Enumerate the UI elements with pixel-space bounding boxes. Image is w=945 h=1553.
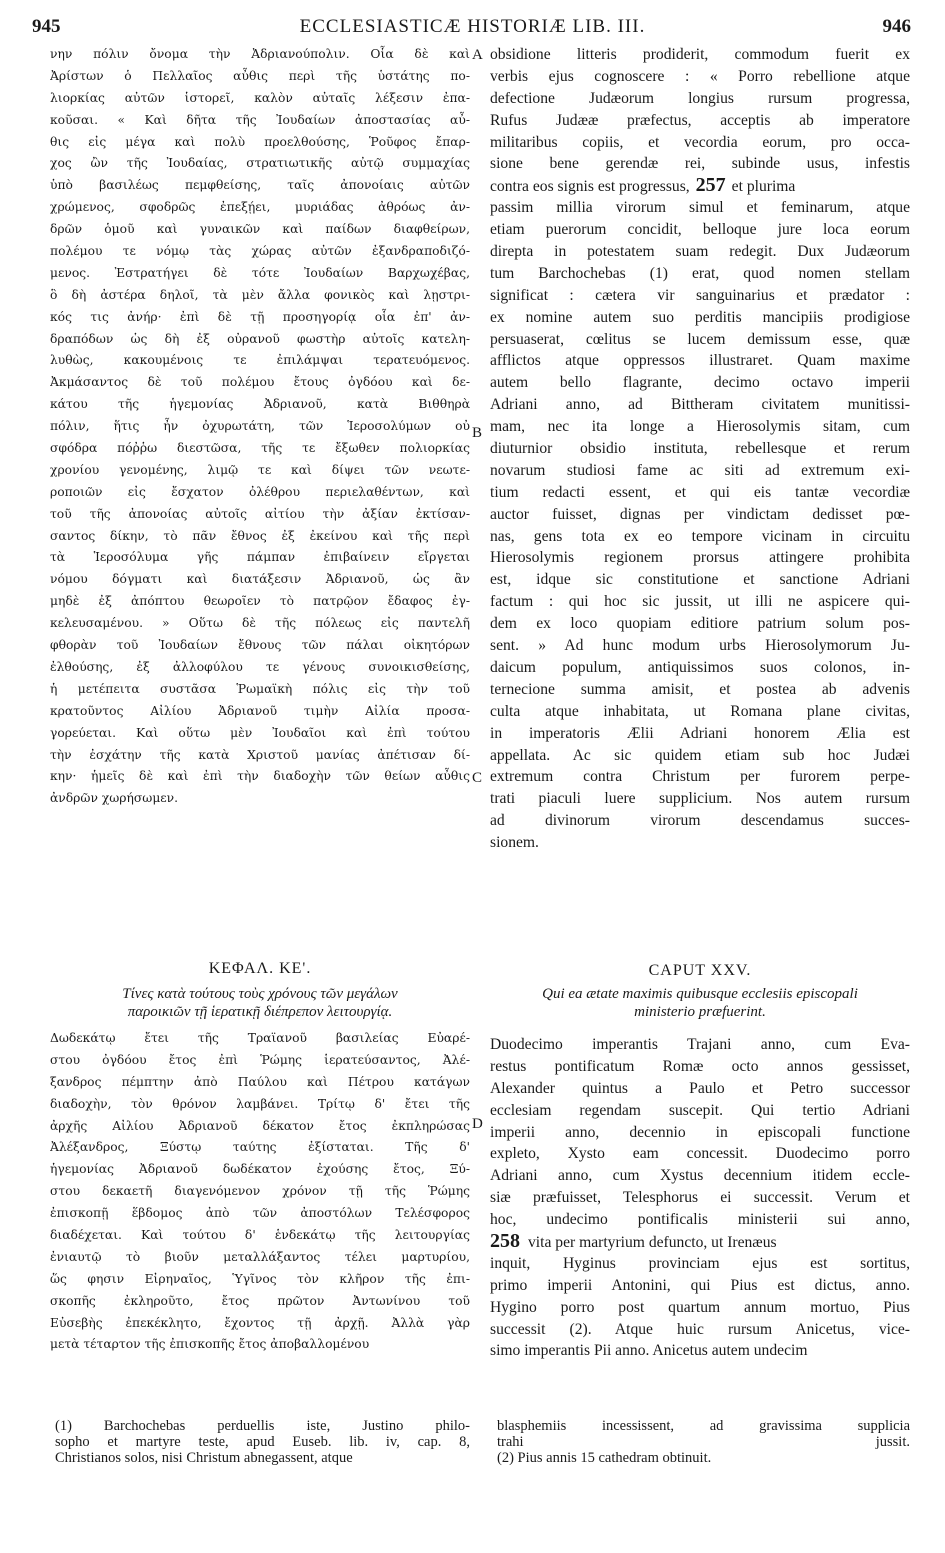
latin-line: expleto, Xysto eam concessit. Duodecimo porro [490, 1145, 910, 1163]
greek-line: στου δεκαετῆ διαγενόμενον χρόνον τῇ τῆς Ῥώμης [50, 1184, 470, 1199]
latin-line-text: et plurima [731, 178, 796, 196]
latin-line: successit (2). Atque huic rursum Anicetus, vice- [490, 1320, 910, 1338]
latin-line: trati piaculi luere supplicium. Nos autem rursum [490, 790, 910, 808]
latin-line: culta atque inhabitata, ut Romana plane civitas, [490, 702, 910, 720]
latin-chapter-subtitle-2: ministerio præfuerint. [634, 1004, 766, 1020]
latin-column-footnotes [497, 1418, 910, 1466]
latin-line: hoc, undecimo pontificalis ministerii sui anno, [490, 1211, 910, 1229]
greek-line: κελευσαμένου. » Οὕτω δὲ τῆς πόλεως εἰς παντελῆ [50, 616, 470, 631]
latin-line: Alexander quintus a Paulo et Petro successor [490, 1079, 910, 1097]
greek-line: νόμου δόγματι καὶ διατάξεσιν Ἀδριανοῦ, ὡς ἂν [50, 572, 470, 587]
latin-chapter-text [490, 1034, 910, 1362]
greek-line: Δωδεκάτῳ ἔτει τῆς Τραϊανοῦ βασιλείας Εὐαρέ- [50, 1031, 470, 1045]
latin-line: daicum populum, antiquissimos suos colonos, in- [490, 658, 910, 676]
greek-line: ἐλθούσης, ἐξ ἀλλοφύλου τε γένους συνοικισθείσης, [50, 659, 470, 674]
greek-line: στου ὀγδόου ἔτος ἐπὶ Ῥώμης ἱερατεύσαντος, Ἀλέ- [50, 1052, 470, 1067]
latin-line: inquit, Hyginus provinciam ejus est sortitus, [490, 1254, 910, 1272]
greek-text-column [50, 44, 470, 810]
greek-chapter-subtitle-1: Τίνες κατὰ τούτους τοὺς χρόνους τῶν μεγάλων [122, 986, 398, 1002]
latin-line: Adriani anno, ad Bittheram civitatem munitissi- [490, 396, 910, 414]
greek-line: ἐνιαυτῷ τὸ βιοῦν μεταλλάξαντος τέλει μαρτυρίου, [50, 1249, 470, 1264]
greek-line: μετὰ τέταρτον τῆς ἐπισκοπῆς ἔτος ἀποβαλλομένου [50, 1337, 370, 1352]
greek-line: κρατοῦντος Αἰλίου Ἀδριανοῦ τιμὴν Αἰλία προσα- [50, 703, 470, 718]
greek-line: μενος. Ἐστρατήγει δὲ τότε Ἰουδαίων Βαρχωχέβας, [50, 265, 470, 280]
greek-line: τοῦ τῆς ἀπονοίας αὐτοῖς αἰτίου τὴν ἀξίαν ἐκτίσαν- [50, 506, 470, 521]
footnote-line: Christianos solos, nisi Christum abnegassent, atque [55, 1450, 353, 1466]
greek-line: μηδὲ ἐξ ἀπόπτου θεωροῖεν τὸ πατρῷον ἔδαφος ἐγ- [50, 594, 470, 609]
section-marker-b: B [472, 425, 483, 441]
latin-line: obsidione litteris prodiderit, commodum fuerit ex [490, 46, 910, 63]
greek-line: ὑπὸ βασιλέως πεμφθείσης, ταῖς ἀπονοίαις αὐτῶν [50, 178, 470, 193]
greek-line: θις εἰς μέγα καὶ πολὺ προελθούσης, Ῥοῦφος ἔπαρ- [50, 134, 470, 149]
latin-line: persuaserat, cœlitus se lucem demissum esse, quæ [490, 330, 910, 348]
footnote-line: (1) Barchochebas perduellis iste, Justino philo- [55, 1418, 470, 1434]
latin-line: primo imperii Antonini, qui Pius est dictus, anno. [490, 1276, 910, 1294]
left-page-number: 945 [32, 16, 61, 37]
latin-line: factum : qui hoc sic jussit, ut illi ne aspicere qui- [490, 593, 910, 611]
greek-line: Ἀρίστων ὁ Πελλαῖος αὖθις περὶ τῆς ὑστάτης πο- [50, 68, 470, 83]
greek-line: δρῶν ὁμοῦ καὶ γυναικῶν καὶ παίδων διαφθείρων, [50, 222, 470, 237]
greek-line: χος ὢν τῆς Ἰουδαίας, στρατιωτικῆς αὐτῷ συμμαχίας [50, 156, 470, 171]
latin-line: auctor fuisset, dignas per vindictam dedisset pœ- [490, 505, 910, 523]
latin-line [490, 175, 910, 197]
latin-line: appellata. Ac sic quidem etiam sub hoc Judæi [490, 746, 910, 764]
latin-line [490, 1231, 910, 1253]
greek-line: λιορκίας αὐτῶν ἱστορεῖ, καλὸν αὐταῖς λέξεσιν ἐπα- [50, 90, 470, 105]
greek-line: πόλιν, ἥτις ἦν ὀχυρωτάτη, τῶν Ἱεροσολύμων οὐ [50, 419, 470, 434]
latin-line: sionem. [490, 834, 539, 852]
greek-line: ἀρχῆς Αἰλίου Ἀδριανοῦ δέκατον ἔτος ἐκπληρώσας [50, 1118, 470, 1133]
greek-line: δραπόδων ὡς δὴ ἐξ οὐρανοῦ φωστὴρ αὐτοῖς κατελη- [50, 331, 470, 346]
greek-line: ὃ δὴ ἀστέρα δηλοῖ, τὰ μὲν ἄλλα φονικὸς καὶ λῃστρι- [50, 287, 470, 302]
greek-line: σαντος δίκην, τὸ πᾶν ἔθνος ἐξ ἐκείνου καὶ τῆς περὶ [50, 528, 470, 543]
greek-chapter-subtitle-2: παροικιῶν τῇ ἱερατικῇ διέπρεπον λειτουργίᾳ. [127, 1004, 393, 1020]
latin-line: ternecione summa amisit, et postea ab advenis [490, 680, 910, 698]
latin-line: etiam puerorum concidit, belloque jure loca eorum [490, 221, 910, 239]
right-page-number: 946 [882, 16, 911, 37]
latin-line: Hierosolymis regionem prorsus attingere prohibita [490, 549, 910, 567]
section-marker-c: C [472, 770, 483, 786]
greek-chapter-text [50, 1028, 470, 1356]
greek-line: χρονίου γενομένης, λιμῷ τε καὶ δίψει τῶν νεωτε- [50, 462, 470, 477]
greek-column-footnotes [55, 1418, 470, 1466]
latin-line: verbis ejus cognoscere : « Porro rebellione atque [490, 67, 910, 85]
greek-line: ἐπισκοπῇ ἕβδομος ἀπὸ τῶν ἀποστόλων Τελέσφορος [50, 1206, 470, 1221]
greek-line: σφόδρα πόῤῥω διεστῶσα, τῆς τε ἔξωθεν πολιορκίας [50, 441, 470, 456]
latin-chapter-subtitle-1: Qui ea ætate maximis quibusque ecclesiis episcopali [542, 986, 858, 1002]
latin-line: imperii anno, decennio in episcopali functione [490, 1123, 910, 1141]
latin-line: autem bello flagrante, decimo octavo imperii [490, 374, 910, 392]
latin-line: est, idque sic constitutione et sanctione Adriani [490, 571, 910, 589]
latin-line: siæ præfuisset, Telesphorus ei successit. Verum et [490, 1189, 910, 1207]
greek-line: τὴν ἐσχάτην τῆς κατὰ Χριστοῦ μανίας ἀπέτισαν δί- [50, 747, 470, 762]
running-header [30, 10, 915, 42]
latin-line: Rufus Judææ præfectus, acceptis ab imperatore [490, 111, 910, 129]
greek-line: κοῦσαι. « Καὶ δῆτα τῆς Ἰουδαίων ἀποστασίας αὖ- [50, 112, 470, 127]
greek-line: διαδοχὴν, τὸν θρόνον λαμβάνει. Τρίτῳ δ' ἔτει τῆς [50, 1096, 470, 1111]
latin-chapter-title: CAPUT XXV. [648, 962, 752, 979]
latin-line: ad divinorum virorum descendamus succes- [490, 812, 910, 830]
latin-line: Adriani anno, cum Xystus decennium itidem eccle- [490, 1167, 910, 1185]
greek-line: κάτου τῆς ἡγεμονίας Ἀδριανοῦ, κατὰ Βιθθηρὰ [50, 397, 470, 412]
greek-line: Ἀλέξανδρος, Ξύστῳ ταύτης ἐξίσταται. Τῆς δ' [50, 1140, 470, 1155]
latin-line: tum Barchochebas (1) erat, quod nomen stellam [490, 264, 910, 282]
greek-line: τὰ Ἱεροσόλυμα γῆς πάμπαν ἐπιβαίνειν εἴργεται [50, 550, 470, 565]
greek-line: κός τις ἀνήρ· ἐπὶ δὲ τῇ προσηγορίᾳ οἷα ἐπ' ἀν- [50, 309, 470, 324]
greek-line: ξανδρος πέμπτην ἀπὸ Παύλου καὶ Πέτρου κατάγων [50, 1074, 470, 1089]
section-marker-a: A [472, 47, 483, 63]
inline-page-number: 258 [490, 1231, 520, 1253]
latin-line: in imperatoris Ælii Adriani honorem Ælia est [490, 724, 910, 742]
latin-line-text: contra eos signis est progressus, [490, 178, 690, 196]
footnote-line: (2) Pius annis 15 cathedram obtinuit. [497, 1450, 712, 1466]
greek-line: ὥς φησιν Εἰρηναῖος, Ὑγῖνος τὸν κλῆρον τῆς ἐπι- [50, 1271, 470, 1286]
latin-line: simo imperantis Pii anno. Anicetus autem undecim [490, 1342, 808, 1360]
greek-chapter-title: ΚΕΦΑΛ. ΚΕ'. [208, 960, 312, 977]
latin-line: passim millia virorum simul et feminarum, atque [490, 199, 910, 217]
section-marker-d: D [472, 1116, 483, 1132]
latin-line: diuturnior obsidio instituta, rebellesque et rerum [490, 440, 910, 458]
greek-line: φθορὰν τοῦ Ἰουδαίων ἔθνους τῶν πάλαι οἰκητόρων [50, 638, 470, 653]
latin-line: ex nomine autem suo perditis mancipiis prodigiose [490, 308, 910, 326]
greek-line: ροποιῶν εἰς ἔσχατον ὀλέθρου περιελαθέντων, καὶ [50, 484, 470, 499]
latin-line: sione bene gerendæ rei, subinde usus, infestis [490, 155, 910, 173]
latin-line: restus pontificatum Romæ octo annos gessisset, [490, 1057, 910, 1075]
latin-line: extremum contra Christum per furorem perpe- [490, 768, 910, 786]
greek-line: γορεύεται. Καὶ οὕτω μὲν Ἰουδαῖοι καὶ ἐπὶ τούτου [50, 725, 470, 740]
latin-line: nas, gens tota ex eo tempore vicinam in circuitu [490, 527, 910, 545]
greek-line: διαδέχεται. Καὶ τούτου δ' ἑνδεκάτῳ τῆς λειτουργίας [50, 1228, 470, 1243]
greek-line: Εὐσεβὴς ἐπεκέκλητο, ἔχοντος τῇ ἀρχῇ. Ἀλλὰ γὰρ [50, 1315, 470, 1330]
greek-line: χρώμενος, σφοδρῶς ἐπεξῄει, μυριάδας ἀθρόως ἀν- [50, 200, 470, 215]
greek-line: λυθὼς, κακουμένοις τε ἐπιλάμψαι τερατευόμενος. [50, 353, 470, 368]
latin-line: dem ex loco quopiam editiore patrium solum pos- [490, 615, 910, 633]
latin-line: Hygino porro post quartum annum mortuo, Pius [490, 1298, 910, 1316]
latin-line: novarum studiosi fame ac siti ad extremum exi- [490, 461, 910, 479]
greek-line: ἡ μετέπειτα συστᾶσα Ῥωμαϊκὴ πόλις εἰς τὴν τοῦ [50, 681, 470, 696]
greek-line: σκοπῆς ἐκληροῦτο, ἔτος πρῶτον Ἀντωνίνου τοῦ [50, 1293, 470, 1308]
greek-line: ἀνδρῶν χωρήσωμεν. [50, 791, 179, 806]
running-title: ECCLESIASTICÆ HISTORIÆ LIB. III. [299, 16, 646, 37]
footnote-line: blasphemiis incessissent, ad gravissima supplicia [497, 1418, 910, 1434]
latin-line: significat : cætera vir sanguinarius et prædator : [490, 286, 910, 304]
latin-line: militaribus copiis, et vecordia eorum, pro occa- [490, 133, 910, 151]
latin-line: defectione Judæorum longius rursum progressa, [490, 89, 910, 107]
latin-text-column [490, 44, 910, 854]
latin-line: afflictos atque oppressos illustraret. Quam maxime [490, 352, 910, 370]
greek-line: κην· ἡμεῖς δὲ καὶ ἐπὶ τὴν διαδοχὴν τῶν θείων αὖθις [50, 769, 470, 784]
latin-line: direpta in potestatem suam redegit. Dux Judæorum [490, 243, 910, 261]
greek-line: πολέμου τε νόμῳ τὰς χώρας αὐτῶν ἐξανδραποδιζό- [50, 244, 470, 259]
latin-line-text: vita per martyrium defuncto, ut Irenæus [528, 1234, 777, 1252]
latin-line: mam, nec ita longe a Hierosolymis sitam, cum [490, 418, 910, 436]
inline-page-number: 257 [695, 175, 726, 197]
footnote-line: sopho et martyre teste, apud Euseb. lib. iv, cap. 8, [55, 1434, 470, 1450]
latin-line: sent. » Ad hunc modum urbs Hierosolymorum Ju- [490, 637, 910, 655]
greek-line: ἡγεμονίας Ἀδριανοῦ δωδέκατον ἐχούσης ἔτος, Ξύ- [50, 1162, 470, 1177]
latin-line: tium redacti essent, et qui eis tantæ vecordiæ [490, 483, 910, 501]
greek-line: νην πόλιν ὄνομα τὴν Ἀδριανούπολιν. Οἷα δὲ καὶ [50, 47, 470, 61]
footnote-line: trahi jussit. [497, 1434, 910, 1450]
latin-line: ecclesiam regendam suscepit. Qui tertio Adriani [490, 1101, 910, 1119]
greek-line: Ἀκμάσαντος δὲ τοῦ πολέμου ἔτους ὀγδόου καὶ δε- [50, 375, 470, 390]
latin-line: Duodecimo imperantis Trajani anno, cum Eva- [490, 1036, 910, 1053]
